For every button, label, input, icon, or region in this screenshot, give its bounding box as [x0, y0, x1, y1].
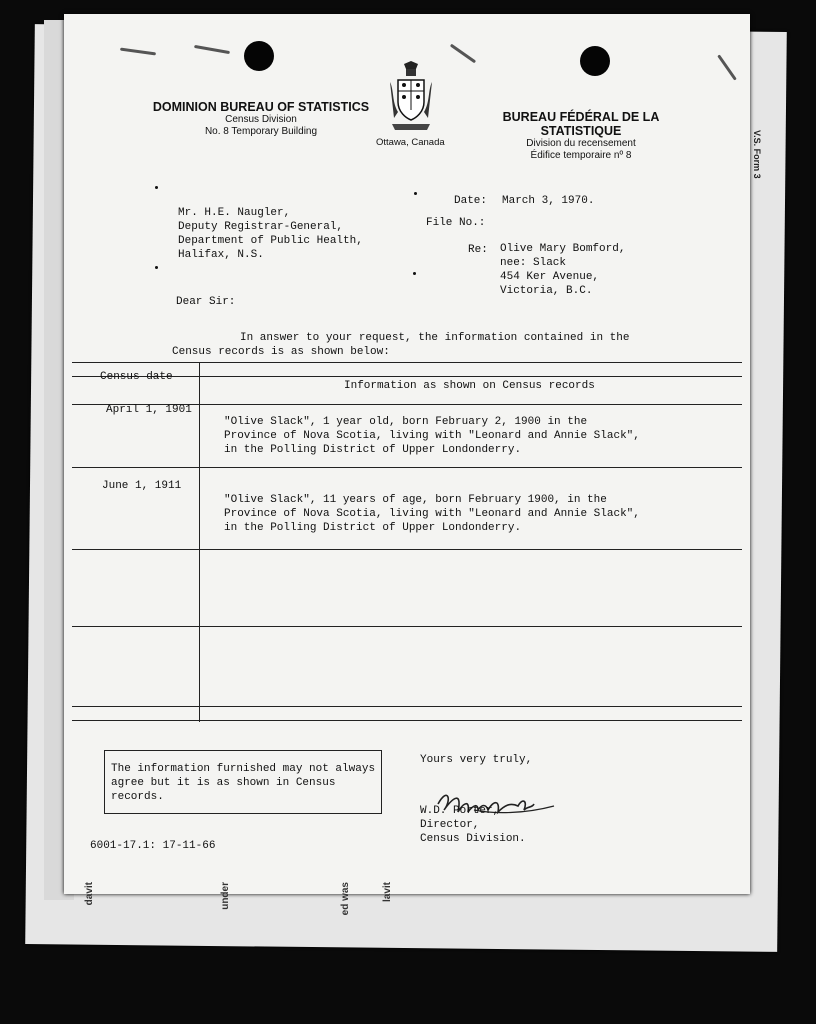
row-1-line-2: Province of Nova Scotia, living with "Leonard and Annie Slack", — [224, 430, 640, 442]
row-2-line-3: in the Polling District of Upper Londonderry. — [224, 522, 522, 534]
intro-line-2: Census records is as shown below: — [172, 346, 390, 358]
column-header-info: Information as shown on Census records — [344, 380, 595, 392]
signatory-department: Census Division. — [420, 833, 526, 845]
staple-mark — [717, 54, 737, 80]
date-value: March 3, 1970. — [502, 195, 595, 207]
staple-mark — [194, 45, 230, 54]
salutation: Dear Sir: — [176, 296, 236, 308]
fragment-lavit: lavit — [382, 882, 393, 903]
disclaimer-box — [104, 750, 382, 814]
bullet-dot — [155, 266, 158, 269]
table-top-rule — [72, 362, 742, 363]
re-subject-street: 454 Ker Avenue, — [500, 271, 600, 283]
table-column-divider — [199, 362, 200, 722]
building-en: No. 8 Temporary Building — [204, 126, 318, 137]
table-row-rule — [72, 549, 742, 550]
file-number-label: File No.: — [426, 217, 486, 229]
bureau-title-en: DOMINION BUREAU OF STATISTICS — [152, 100, 370, 114]
city-label: Ottawa, Canada — [376, 137, 445, 148]
staple-mark — [120, 48, 156, 56]
row-2-line-2: Province of Nova Scotia, living with "Leonard and Annie Slack", — [224, 508, 640, 520]
letter-page — [64, 14, 750, 894]
form-id-label: V.S. Form 3 — [752, 130, 762, 179]
row-1-line-3: in the Polling District of Upper Londonderry. — [224, 444, 522, 456]
staple-mark — [450, 44, 476, 64]
signatory-name: W.D. Porter, — [420, 805, 500, 817]
fragment-davit: davit — [84, 882, 95, 906]
table-bottom-rule — [72, 720, 742, 721]
closing: Yours very truly, — [420, 754, 533, 766]
intro-line-1: In answer to your request, the information contained in the — [240, 332, 630, 344]
table-row-rule — [72, 706, 742, 707]
division-fr: Division du recensement — [526, 138, 636, 149]
header-french — [466, 110, 696, 162]
division-en: Census Division — [225, 114, 297, 125]
addressee-city: Halifax, N.S. — [178, 249, 264, 261]
row-1-line-1: "Olive Slack", 1 year old, born February 2, 1900 in the — [224, 416, 588, 428]
underlying-form-fragments — [70, 880, 750, 930]
disclaimer-line-1: The information furnished may not always — [111, 763, 376, 775]
punch-hole-left — [244, 41, 274, 71]
table-row-rule — [72, 467, 742, 468]
bullet-dot — [414, 192, 417, 195]
column-header-date: Census date — [100, 371, 173, 383]
signatory-title: Director, — [420, 819, 480, 831]
fragment-ed-was: ed was — [340, 882, 351, 916]
re-subject-maiden: nee: Slack — [500, 257, 567, 269]
bullet-dot — [413, 272, 416, 275]
re-label: Re: — [468, 244, 488, 256]
date-label: Date: — [454, 195, 488, 207]
coat-of-arms-icon — [388, 60, 434, 138]
re-subject-name: Olive Mary Bomford, — [500, 243, 626, 255]
table-row-rule — [72, 626, 742, 627]
punch-hole-right — [580, 46, 610, 76]
addressee-title: Deputy Registrar-General, — [178, 221, 344, 233]
addressee-name: Mr. H.E. Naugler, — [178, 207, 291, 219]
addressee-department: Department of Public Health, — [178, 235, 363, 247]
row-2-line-1: "Olive Slack", 11 years of age, born February 1900, in the — [224, 494, 607, 506]
row-2-date: June 1, 1911 — [102, 480, 182, 492]
disclaimer-line-2: agree but it is as shown in Census — [111, 777, 336, 789]
disclaimer-line-3: records. — [111, 791, 164, 803]
bureau-title-fr: BUREAU FÉDÉRAL DE LA STATISTIQUE — [502, 110, 660, 138]
re-subject-city: Victoria, B.C. — [500, 285, 593, 297]
form-number: 6001-17.1: 17-11-66 — [90, 840, 216, 852]
fragment-under: under — [220, 882, 231, 910]
building-fr: Édifice temporaire nº 8 — [530, 150, 632, 161]
header-english — [151, 100, 371, 138]
bullet-dot — [155, 186, 158, 189]
row-1-date: April 1, 1901 — [106, 404, 192, 416]
